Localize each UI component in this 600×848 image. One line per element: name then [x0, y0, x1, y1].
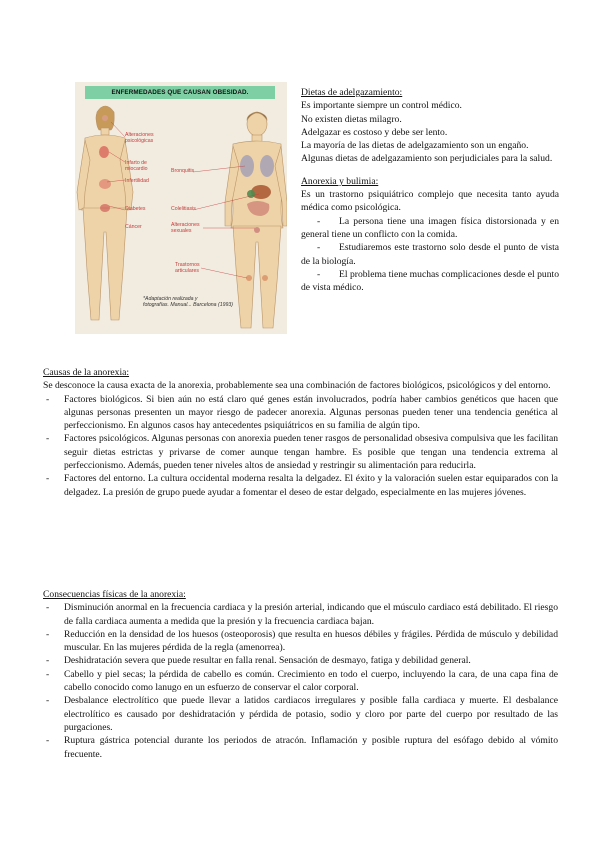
label-alteraciones-sexuales: Alteraciones sexuales — [171, 222, 200, 234]
list-item: - Factores psicológicos. Algunas personas con anorexia pueden tener rasgos de personalidad obsesiva compulsiva que les facilitan seguir dietas estrictas y privarse de comer aunque tengan hambre. Es posible que tengan una tendencia extrema al perfeccionismo. Además, pueden tener niveles altos de ansiedad y restringir su alimentación para reducirla. — [46, 433, 558, 472]
label-colelitiasis: Colelitiasis — [171, 206, 196, 212]
obesity-diseases-figure — [75, 82, 287, 334]
dietas-line: Adelgazar es costoso y debe ser lento. — [301, 126, 448, 138]
causas-section — [43, 366, 558, 499]
figure-source-caption: *Adaptación realizada y fotografías. Manual... Barcelona (1993) — [143, 296, 233, 308]
label-bronquitis: Bronquitis — [171, 168, 195, 174]
dietas-list — [301, 99, 559, 165]
consecuencias-heading: Consecuencias físicas de la anorexia: — [43, 589, 186, 600]
label-cancer: Cáncer — [125, 224, 142, 230]
causas-heading: Causas de la anorexia: — [43, 367, 130, 378]
dietas-line: Es importante siempre un control médico. — [301, 100, 462, 112]
label-diabetes: Diabetes — [125, 206, 146, 212]
anorexia-bulimia-intro: Es un trastorno psiquiátrico complejo que necesita tanto ayuda médica como psicológica. — [301, 189, 559, 214]
dietas-heading: Dietas de adelgazamiento: — [301, 87, 403, 98]
list-item: - Factores del entorno. La cultura occidental moderna resalta la delgadez. El éxito y la valoración suelen estar equiparados con la delgadez. La presión de grupo puede ayudar a fomentar el deseo de estar delgado, especialmente en las mujeres jóvenes. — [46, 473, 558, 498]
consecuencias-list — [43, 601, 558, 761]
label-alteraciones-psicologicas: Alteraciones psicológicas — [125, 132, 154, 144]
anorexia-bulimia-heading: Anorexia y bulimia: — [301, 175, 379, 187]
dietas-line: No existen dietas milagro. — [301, 113, 402, 125]
dietas-line: Algunas dietas de adelgazamiento son perjudiciales para la salud. — [301, 153, 553, 165]
anorexia-item: - La persona tiene una imagen física distorsionada y en general tiene un conflicto con la comida. — [301, 215, 559, 240]
list-item: - Ruptura gástrica potencial durante los periodos de atracón. Inflamación y posible ruptura del esófago debido al vómito frecuente. — [46, 735, 558, 760]
right-column — [301, 86, 559, 294]
consecuencias-section — [43, 588, 558, 761]
label-infarto: Infarto de miocardio — [125, 160, 148, 172]
causas-list — [43, 393, 558, 499]
label-trastornos-articulares: Trastornos articulares — [175, 262, 200, 274]
anorexia-item: - El problema tiene muchas complicaciones desde el punto de vista médico. — [301, 268, 559, 294]
list-item: - Cabello y piel secas; la pérdida de cabello es común. Crecimiento en todo el cuerpo, incluyendo la cara, de una capa fina de cabello conocido como lanugo en un esfuerzo de conservar el calor corporal. — [46, 668, 558, 694]
label-infertilidad: Infertilidad — [125, 178, 149, 184]
figure-title: ENFERMEDADES QUE CAUSAN OBESIDAD. — [85, 86, 275, 99]
list-item: - Desbalance electrolítico que puede llevar a latidos cardiacos irregulares y posible falla cardiaca y muerte. El desbalance electrolítico es causado por deshidratación y pérdida de potasio, sodio y cloro por parte del cuerpo por resultado de las purgaciones. — [46, 695, 558, 733]
dietas-line: La mayoría de las dietas de adelgazamiento son un engaño. — [301, 140, 529, 152]
causas-intro: Se desconoce la causa exacta de la anorexia, probablemente sea una combinación de factores biológicos, psicológicos y del entorno. — [43, 380, 551, 392]
list-item: - Disminución anormal en la frecuencia cardiaca y la presión arterial, indicando que el músculo cardiaco está debilitado. El riesgo de falla cardiaca aumenta a medida que la presión y la frecuencia cardiaca bajan. — [46, 602, 558, 627]
list-item: - Deshidratación severa que puede resultar en falla renal. Sensación de desmayo, fatiga y debilidad general. — [46, 655, 471, 667]
list-item: - Factores biológicos. Si bien aún no está claro qué genes están involucrados, podría haber cambios genéticos que hacen que algunas personas presenten un mayor riesgo de padecer anorexia. Algunas personas pueden tener una tendencia genética al perfeccionismo. En algunos casos hay antecedentes psiquiátricos en su familia de algún tipo. — [46, 393, 558, 432]
list-item: - Reducción en la densidad de los huesos (osteoporosis) que resulta en huesos débiles y frágiles. Pérdida de músculo y debilidad muscular. En las mujeres pérdida de la regla (amenorrea). — [46, 628, 558, 654]
anorexia-item: - Estudiaremos este trastorno solo desde el punto de vista de la biología. — [301, 242, 559, 267]
